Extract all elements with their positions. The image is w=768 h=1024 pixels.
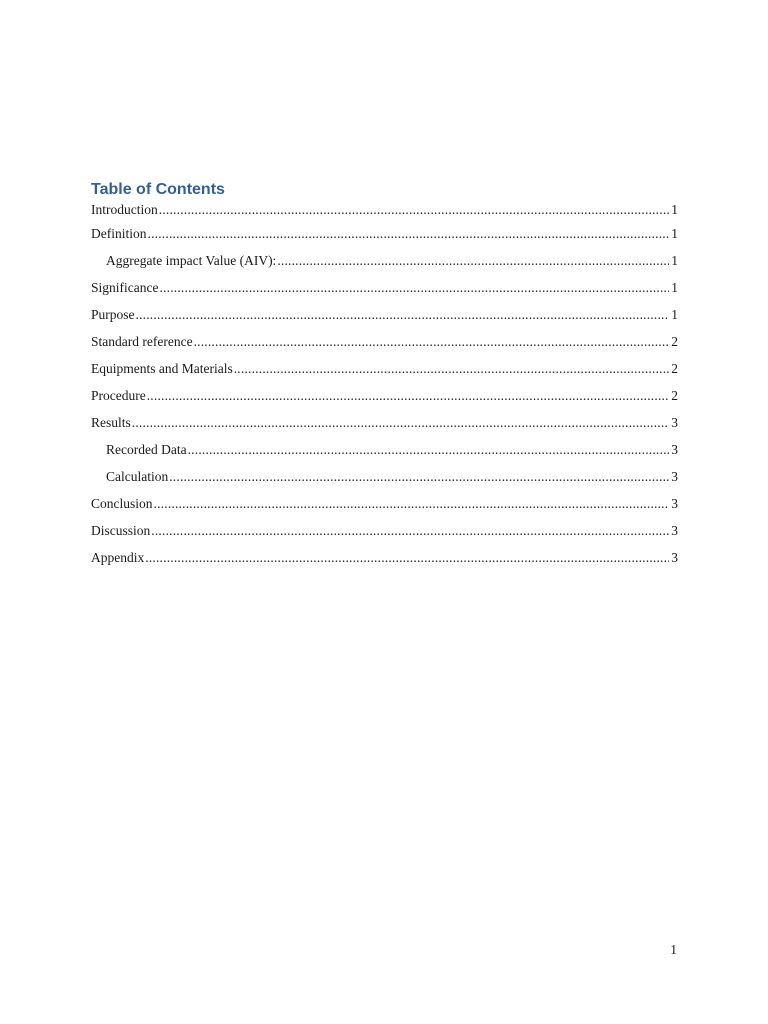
toc-entry-label: Purpose — [91, 307, 135, 322]
toc-entry-label: Calculation — [106, 469, 169, 484]
toc-entry-label: Appendix — [91, 550, 145, 565]
toc-entry-page: 1 — [671, 202, 678, 217]
dot-leader — [132, 414, 669, 431]
page-number: 1 — [670, 942, 677, 957]
toc-entry-label: Equipments and Materials — [91, 361, 233, 376]
dot-leader — [169, 468, 669, 485]
toc-entry-discussion[interactable] — [91, 522, 678, 549]
toc-entry-page: 3 — [671, 550, 678, 565]
toc-entry-page: 3 — [671, 523, 678, 538]
toc-entry-label: Aggregate impact Value (AIV): — [106, 253, 277, 268]
toc-entry-page: 1 — [671, 253, 678, 268]
toc-entry-page: 3 — [671, 496, 678, 511]
toc-entry-label: Introduction — [91, 202, 158, 217]
toc-entry-standard-reference[interactable] — [91, 333, 678, 360]
toc-entry-label: Significance — [91, 280, 159, 295]
toc-title: Table of Contents — [91, 181, 225, 198]
toc-entry-page: 2 — [671, 388, 678, 403]
table-of-contents — [91, 178, 678, 576]
toc-entry-label: Definition — [91, 226, 147, 241]
toc-entry-appendix[interactable] — [91, 549, 678, 576]
toc-entry-purpose[interactable] — [91, 306, 678, 333]
toc-entry-significance[interactable] — [91, 279, 678, 306]
toc-entry-label: Standard reference — [91, 334, 193, 349]
toc-entry-calculation[interactable] — [91, 468, 678, 495]
toc-entry-page: 3 — [671, 415, 678, 430]
dot-leader — [151, 522, 669, 539]
toc-entry-page: 2 — [671, 334, 678, 349]
toc-entry-label: Results — [91, 415, 131, 430]
toc-entry-page: 3 — [671, 442, 678, 457]
toc-entry-page: 1 — [671, 307, 678, 322]
toc-entry-page: 1 — [671, 226, 678, 241]
dot-leader — [159, 201, 670, 218]
toc-entry-page: 3 — [671, 469, 678, 484]
toc-entry-label: Recorded Data — [106, 442, 187, 457]
toc-entry-page: 2 — [671, 361, 678, 376]
dot-leader — [159, 279, 669, 296]
dot-leader — [194, 333, 670, 350]
toc-entry-conclusion[interactable] — [91, 495, 678, 522]
toc-entry-results[interactable] — [91, 414, 678, 441]
toc-entry-page: 1 — [671, 280, 678, 295]
toc-entry-procedure[interactable] — [91, 387, 678, 414]
dot-leader — [136, 306, 670, 323]
toc-entry-label: Conclusion — [91, 496, 153, 511]
toc-entry-aggregate-impact-value[interactable] — [91, 252, 678, 279]
dot-leader — [234, 360, 670, 377]
toc-entry-equipments-and-materials[interactable] — [91, 360, 678, 387]
dot-leader — [145, 549, 669, 566]
dot-leader — [277, 252, 669, 269]
toc-entry-introduction[interactable] — [91, 201, 678, 225]
toc-entry-recorded-data[interactable] — [91, 441, 678, 468]
dot-leader — [148, 225, 670, 242]
toc-list — [91, 201, 678, 576]
dot-leader — [154, 495, 670, 512]
dot-leader — [147, 387, 670, 404]
dot-leader — [188, 441, 670, 458]
toc-entry-label: Discussion — [91, 523, 151, 538]
toc-entry-definition[interactable] — [91, 225, 678, 252]
toc-entry-label: Procedure — [91, 388, 146, 403]
